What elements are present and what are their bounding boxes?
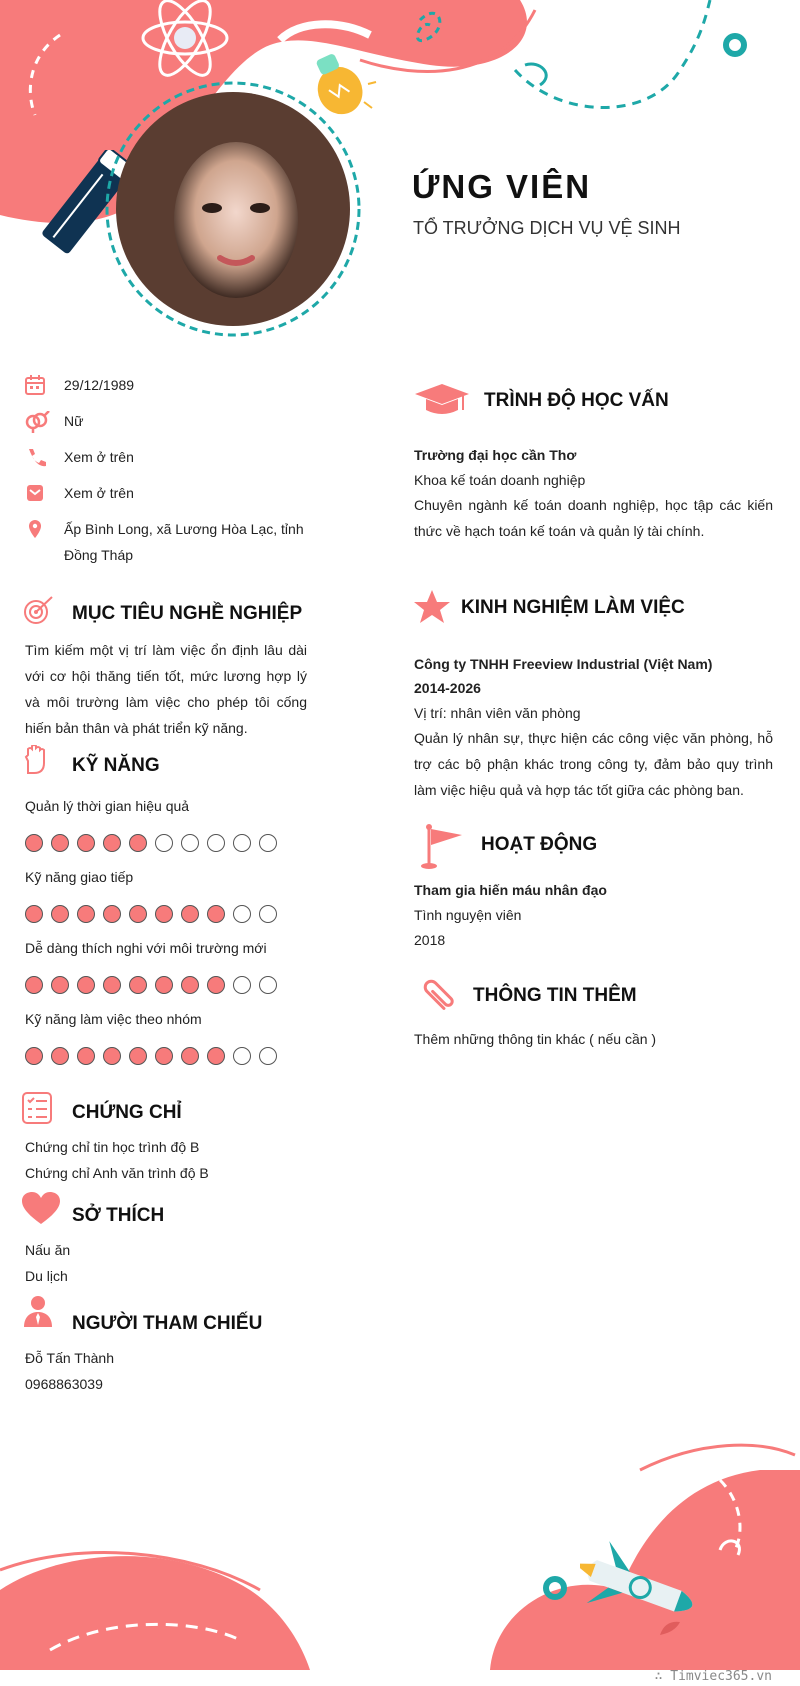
graduation-cap-icon <box>413 382 471 418</box>
rating-dot-filled <box>181 976 199 994</box>
rating-dot-filled <box>207 905 225 923</box>
rating-dot-empty <box>155 834 173 852</box>
objective-title: MỤC TIÊU NGHỀ NGHIỆP <box>72 603 303 624</box>
rating-dot-filled <box>181 1047 199 1065</box>
target-icon <box>22 595 56 625</box>
education-school: Trường đại học cần Thơ <box>414 447 577 463</box>
phone-value: Xem ở trên <box>64 449 134 465</box>
paperclip-icon <box>418 974 460 1016</box>
rating-dot-filled <box>51 834 69 852</box>
education-description: Chuyên ngành kế toán doanh nghiệp, học tập các kiến thức về hạch toán kế toán và quản lý tài chính. <box>414 497 773 539</box>
experience-title: KINH NGHIỆM LÀM VIỆC <box>461 597 685 618</box>
skill-rating <box>25 834 277 852</box>
list-item: 0968863039 <box>25 1376 103 1392</box>
rating-dot-filled <box>51 976 69 994</box>
rating-dot-empty <box>259 905 277 923</box>
list-item: Đỗ Tấn Thành <box>25 1350 114 1366</box>
skill-rating <box>25 905 277 923</box>
rating-dot-empty <box>181 834 199 852</box>
additional-text: Thêm những thông tin khác ( nếu cần ) <box>414 1031 657 1047</box>
rating-dot-filled <box>51 905 69 923</box>
activity-name: Tham gia hiến máu nhân đạo <box>414 882 607 898</box>
rating-dot-filled <box>103 905 121 923</box>
rating-dot-filled <box>129 1047 147 1065</box>
activities-title: HOẠT ĐỘNG <box>481 834 598 855</box>
rating-dot-filled <box>77 905 95 923</box>
rocket-icon <box>580 1540 720 1640</box>
list-item: Chứng chỉ Anh văn trình độ B <box>25 1165 209 1181</box>
education-title: TRÌNH ĐỘ HỌC VẤN <box>484 390 669 411</box>
skills-title: KỸ NĂNG <box>72 755 160 776</box>
rating-dot-filled <box>129 834 147 852</box>
rating-dot-empty <box>259 976 277 994</box>
job-title: TỔ TRƯỞNG DỊCH VỤ VỆ SINH <box>413 218 681 238</box>
certificates-list <box>25 1134 209 1186</box>
email-value: Xem ở trên <box>64 485 134 501</box>
rating-dot-empty <box>259 834 277 852</box>
rating-dot-empty <box>233 1047 251 1065</box>
skill-name: Kỹ năng làm việc theo nhóm <box>25 1011 202 1027</box>
rating-dot-filled <box>25 834 43 852</box>
rating-dot-filled <box>77 834 95 852</box>
flag-icon <box>420 823 464 869</box>
education-faculty: Khoa kế toán doanh nghiệp <box>414 472 586 488</box>
email-icon <box>24 483 64 505</box>
rating-dot-filled <box>103 834 121 852</box>
rating-dot-empty <box>259 1047 277 1065</box>
list-item: Nấu ăn <box>25 1242 71 1258</box>
phone-row <box>24 447 304 470</box>
rating-dot-filled <box>155 976 173 994</box>
checklist-icon <box>22 1092 52 1124</box>
rating-dot-empty <box>207 834 225 852</box>
rating-dot-empty <box>233 834 251 852</box>
rating-dot-filled <box>155 1047 173 1065</box>
star-icon <box>413 589 451 625</box>
rating-dot-filled <box>129 905 147 923</box>
rating-dot-filled <box>25 905 43 923</box>
birthday-row <box>24 375 304 398</box>
rating-dot-filled <box>51 1047 69 1065</box>
experience-company: Công ty TNHH Freeview Industrial (Việt Nam) <box>414 656 713 672</box>
rating-dot-filled <box>77 976 95 994</box>
email-row <box>24 483 304 506</box>
calendar-icon <box>24 375 64 397</box>
candidate-name: ỨNG VIÊN <box>412 168 592 205</box>
experience-description: Quản lý nhân sự, thực hiện các công việc văn phòng, hỗ trợ các bộ phận khác trong công ty, đảm bảo quy trình làm việc hiệu quả và hợp tác tốt giữa các phòng ban. <box>414 730 773 798</box>
rating-dot-empty <box>233 905 251 923</box>
rating-dot-filled <box>25 1047 43 1065</box>
address-row <box>24 519 304 568</box>
rating-dot-filled <box>129 976 147 994</box>
hand-icon <box>22 745 48 775</box>
rating-dot-filled <box>103 1047 121 1065</box>
watermark: ∴ Timviec365.vn <box>654 1669 772 1684</box>
rating-dot-filled <box>25 976 43 994</box>
gender-icon <box>24 411 64 433</box>
references-list <box>25 1345 114 1397</box>
rating-dot-filled <box>155 905 173 923</box>
activity-year: 2018 <box>414 932 446 948</box>
birthday-value: 29/12/1989 <box>64 377 135 393</box>
certificates-title: CHỨNG CHỈ <box>72 1102 182 1123</box>
skill-name: Kỹ năng giao tiếp <box>25 869 134 885</box>
list-item: Du lịch <box>25 1268 68 1284</box>
skill-rating <box>25 976 277 994</box>
skill-rating <box>25 1047 277 1065</box>
hobbies-list <box>25 1237 70 1289</box>
gender-value: Nữ <box>64 413 84 429</box>
gender-row <box>24 411 304 434</box>
experience-period: 2014-2026 <box>414 680 481 696</box>
objective-text: Tìm kiếm một vị trí làm việc ổn định lâu dài với cơ hội thăng tiến tốt, mức lương hợp lý và môi trường làm việc cho phép tôi cống hiến bản thân và phát triển kỹ năng. <box>25 642 307 736</box>
heart-icon <box>22 1192 60 1226</box>
rating-dot-empty <box>233 976 251 994</box>
rating-dot-filled <box>77 1047 95 1065</box>
phone-icon <box>24 447 64 469</box>
skill-name: Quản lý thời gian hiệu quả <box>25 798 190 814</box>
rating-dot-filled <box>207 1047 225 1065</box>
rating-dot-filled <box>207 976 225 994</box>
atom-icon <box>140 0 230 85</box>
activity-role: Tình nguyện viên <box>414 907 522 923</box>
person-icon <box>22 1295 54 1329</box>
references-title: NGƯỜI THAM CHIẾU <box>72 1313 263 1334</box>
experience-position: Vị trí: nhân viên văn phòng <box>414 705 581 721</box>
additional-title: THÔNG TIN THÊM <box>473 985 637 1006</box>
list-item: Chứng chỉ tin học trình độ B <box>25 1139 200 1155</box>
location-pin-icon <box>24 519 64 541</box>
rating-dot-filled <box>103 976 121 994</box>
address-value: Ấp Bình Long, xã Lương Hòa Lạc, tỉnh Đồng Tháp <box>64 521 304 563</box>
avatar <box>104 80 362 338</box>
hobbies-title: SỞ THÍCH <box>72 1205 165 1226</box>
rating-dot-filled <box>181 905 199 923</box>
skill-name: Dễ dàng thích nghi với môi trường mới <box>25 940 267 956</box>
